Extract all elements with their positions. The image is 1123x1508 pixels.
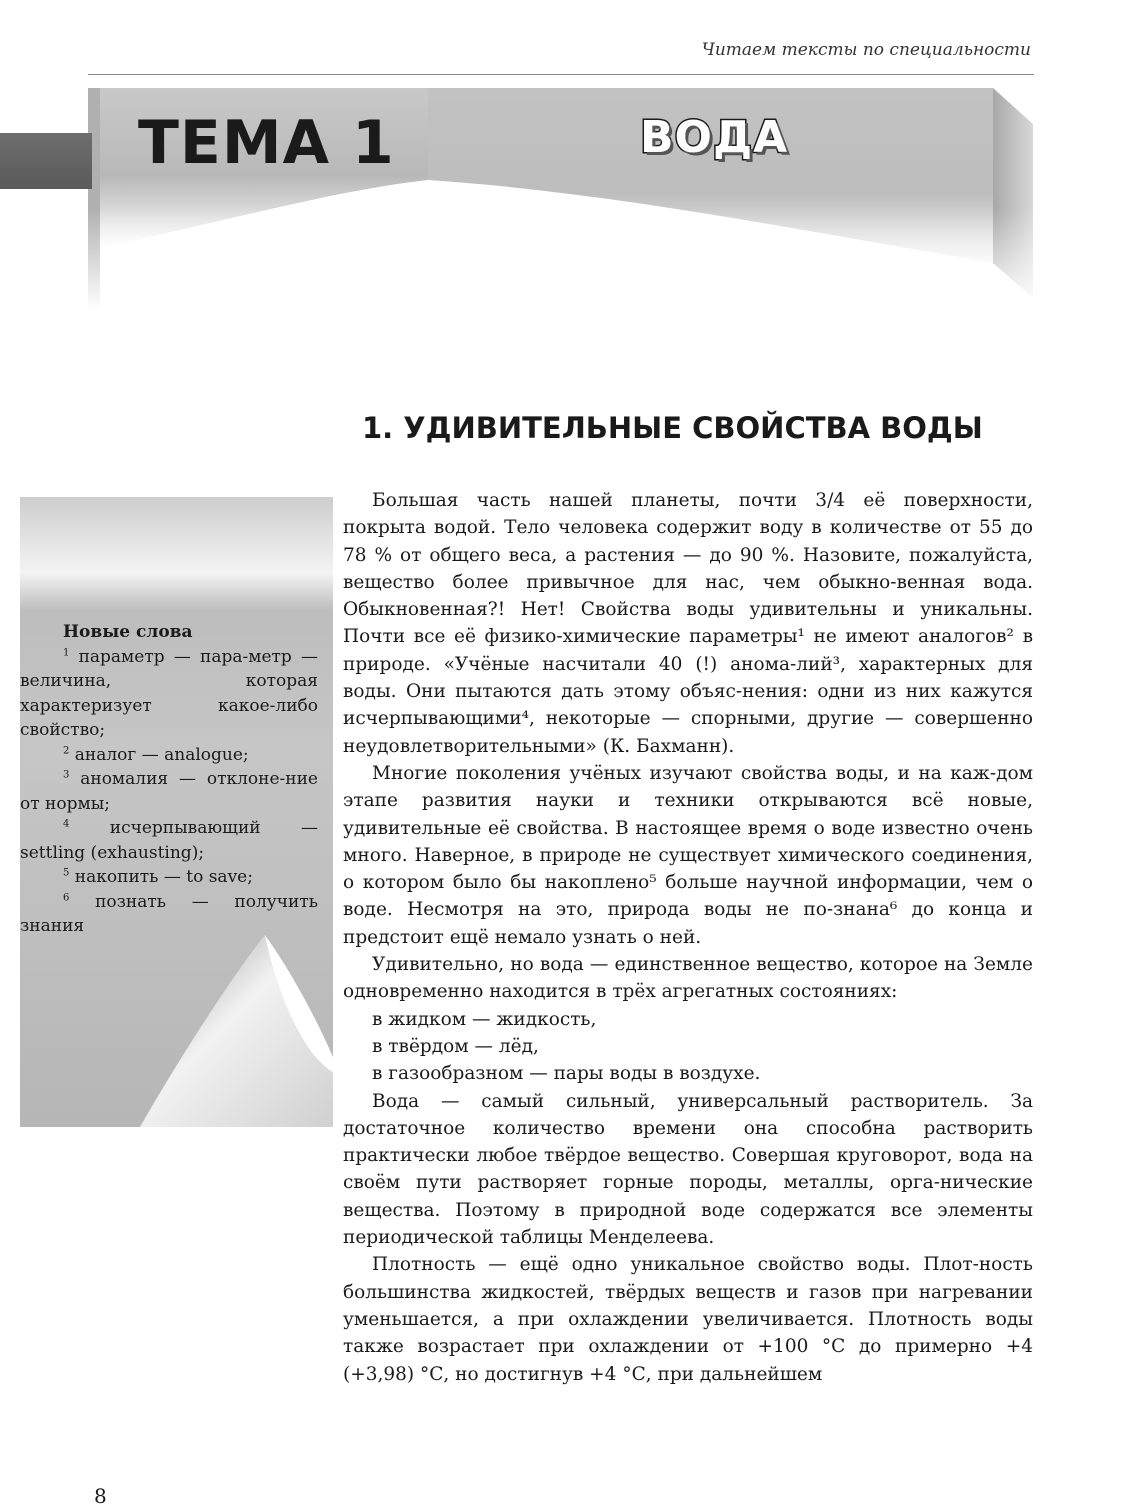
vocab-number: 4: [63, 818, 70, 830]
vocab-number: 3: [63, 769, 70, 781]
vocab-number: 5: [63, 867, 70, 879]
banner-fade: [88, 208, 1048, 310]
vocab-item: [20, 816, 318, 865]
vocabulary-list: [20, 620, 318, 939]
vocab-item: [20, 890, 318, 939]
state-list-item: в газообразном — пары воды в воздухе.: [372, 1063, 761, 1085]
vocab-text: познать — получить знания: [20, 891, 318, 936]
vocabulary-heading: Новые слова: [63, 622, 193, 642]
page-number: 8: [94, 1484, 107, 1508]
section-title: 1. УДИВИТЕЛЬНЫЕ СВОЙСТВА ВОДЫ: [362, 411, 983, 445]
vocab-text: параметр — пара-метр — величина, которая характеризует какое-либо свойство;: [20, 646, 318, 740]
vocabulary-sidebar: [20, 497, 333, 1127]
vocab-number: 6: [63, 891, 70, 903]
vocab-text: аналог — analogue;: [74, 744, 249, 765]
chapter-topic: ВОДА: [640, 112, 789, 163]
vocab-number: 2: [63, 744, 70, 756]
paragraph: Плотность — ещё одно уникальное свойство воды. Плот-ность большинства жидкостей, твёрдых веществ и газов при нагревании уменьшается, а при охлаждении увеличивается. Плотность воды также возрастает при охлаждении от +100 °С до примерно +4 (+3,98) °С, но достигнув +4 °С, при дальнейшем: [343, 1254, 1033, 1385]
body-text: [343, 487, 1033, 1388]
paragraph: Удивительно, но вода — единственное вещество, которое на Земле одновременно находится в трёх агрегатных состояниях:: [343, 954, 1033, 1003]
state-list-item: в жидком — жидкость,: [372, 1008, 597, 1030]
chapter-side-tab: [0, 133, 92, 189]
paragraph: Большая часть нашей планеты, почти 3/4 её поверхности, покрыта водой. Тело человека содержит воду в количестве от 55 до 78 % от общего веса, а растения — до 90 %. Назовите, пожалуйста, вещество более привычное для нас, чем обыкно-венная вода. Обыкновенная?! Нет! Свойства воды удивительны и уникальны. Почти все её физико-химические параметры¹ не имеют аналогов² в природе. «Учёные насчитали 40 (!) анома-лий³, характерных для воды. Они пытаются дать этому объяс-нения: одни из них кажутся исчерпывающими⁴, некоторые — спорными, другие — совершенно неудовлетворительными» (К. Бахманн).: [343, 490, 1033, 757]
state-list-item: в твёрдом — лёд,: [372, 1035, 539, 1057]
running-head: Читаем тексты по специальности: [701, 40, 1031, 60]
vocab-text: исчерпывающий — settling (exhausting);: [20, 818, 318, 863]
vocab-text: накопить — to save;: [74, 867, 253, 887]
paragraph: Вода — самый сильный, универсальный растворитель. За достаточное количество времени она способна растворить практически любое твёрдое вещество. Совершая круговорот, вода на своём пути растворяет горные породы, металлы, орга-нические вещества. Поэтому в природной воде содержатся все элементы периодической таблицы Менделеева.: [343, 1090, 1033, 1249]
paragraph: Многие поколения учёных изучают свойства воды, и на каж-дом этапе развития науки и техники открываются всё новые, удивительные её свойства. В настоящее время о воде известно очень много. Наверное, в природе не существует химического соединения, о котором было бы накоплено⁵ больше научной информации, чем о воде. Несмотря на это, природа воды не по-знана⁶ до конца и предстоит ещё немало узнать о ней.: [343, 762, 1033, 948]
vocab-item: [20, 743, 318, 768]
chapter-number: ТЕМА 1: [138, 108, 395, 178]
vocab-item: [20, 767, 318, 816]
header-rule: [88, 74, 1034, 75]
vocab-item: [20, 645, 318, 743]
vocab-item: [20, 865, 318, 890]
vocab-number: 1: [63, 646, 70, 658]
vocab-text: аномалия — отклоне-ние от нормы;: [20, 769, 318, 814]
